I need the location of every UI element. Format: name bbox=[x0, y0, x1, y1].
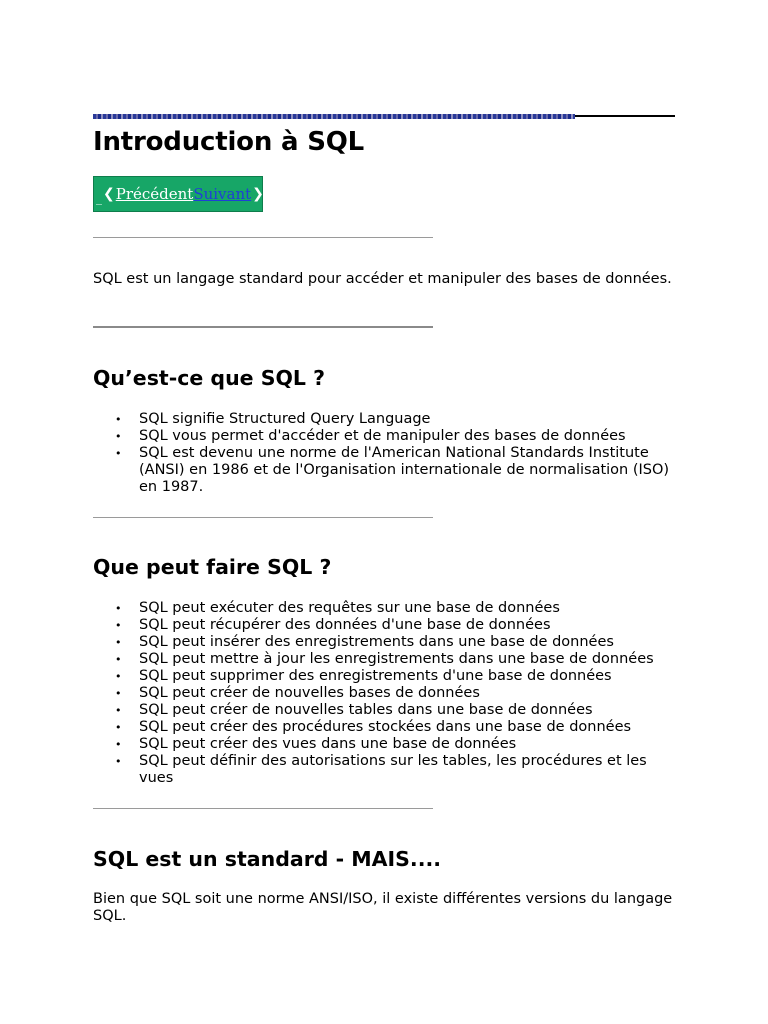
list-item: • SQL peut définir des autorisations sur les tables, les procédures et les vues bbox=[93, 753, 673, 787]
divider bbox=[93, 517, 433, 518]
list-item: • SQL peut créer de nouvelles tables dans une base de données bbox=[93, 702, 673, 719]
divider bbox=[93, 326, 433, 328]
list-item: • SQL peut mettre à jour les enregistrements dans une base de données bbox=[93, 651, 673, 668]
section-heading-sql-standard: SQL est un standard - MAIS.... bbox=[93, 847, 442, 871]
section-heading-what-is-sql: Qu’est-ce que SQL ? bbox=[93, 366, 326, 390]
nav-lead: _ bbox=[96, 191, 102, 205]
top-rule-link-strip[interactable] bbox=[93, 114, 575, 119]
chevron-left-icon[interactable]: ❮ bbox=[103, 186, 115, 202]
list-item: • SQL peut supprimer des enregistrements d'une base de données bbox=[93, 668, 673, 685]
list-item: • SQL signifie Structured Query Language bbox=[93, 411, 673, 428]
list-item: • SQL peut créer de nouvelles bases de données bbox=[93, 685, 673, 702]
list-item: • SQL peut récupérer des données d'une base de données bbox=[93, 617, 673, 634]
list-what-can-sql-do bbox=[93, 600, 673, 787]
page-title: Introduction à SQL bbox=[93, 127, 364, 157]
chevron-right-icon[interactable]: ❯ bbox=[252, 186, 264, 202]
previous-link[interactable]: Précédent bbox=[115, 185, 194, 203]
divider bbox=[93, 237, 433, 238]
intro-text: SQL est un langage standard pour accéder et manipuler des bases de données. bbox=[93, 271, 672, 287]
section-paragraph: Bien que SQL soit une norme ANSI/ISO, il existe différentes versions du langage SQL. bbox=[93, 891, 673, 924]
list-item: • SQL peut exécuter des requêtes sur une base de données bbox=[93, 600, 673, 617]
list-item: • SQL peut créer des vues dans une base de données bbox=[93, 736, 673, 753]
list-item: • SQL peut insérer des enregistrements dans une base de données bbox=[93, 634, 673, 651]
next-link[interactable]: Suivant bbox=[193, 185, 252, 203]
divider bbox=[93, 808, 433, 809]
list-item: • SQL peut créer des procédures stockées dans une base de données bbox=[93, 719, 673, 736]
section-heading-what-can-sql-do: Que peut faire SQL ? bbox=[93, 555, 332, 579]
list-item: • SQL est devenu une norme de l'American National Standards Institute (ANSI) en 1986 et de l'Organisation internationale de normalisation (ISO) en 1987. bbox=[93, 445, 673, 496]
list-what-is-sql bbox=[93, 411, 673, 496]
list-item: • SQL vous permet d'accéder et de manipuler des bases de données bbox=[93, 428, 673, 445]
pagination-nav bbox=[93, 176, 263, 212]
